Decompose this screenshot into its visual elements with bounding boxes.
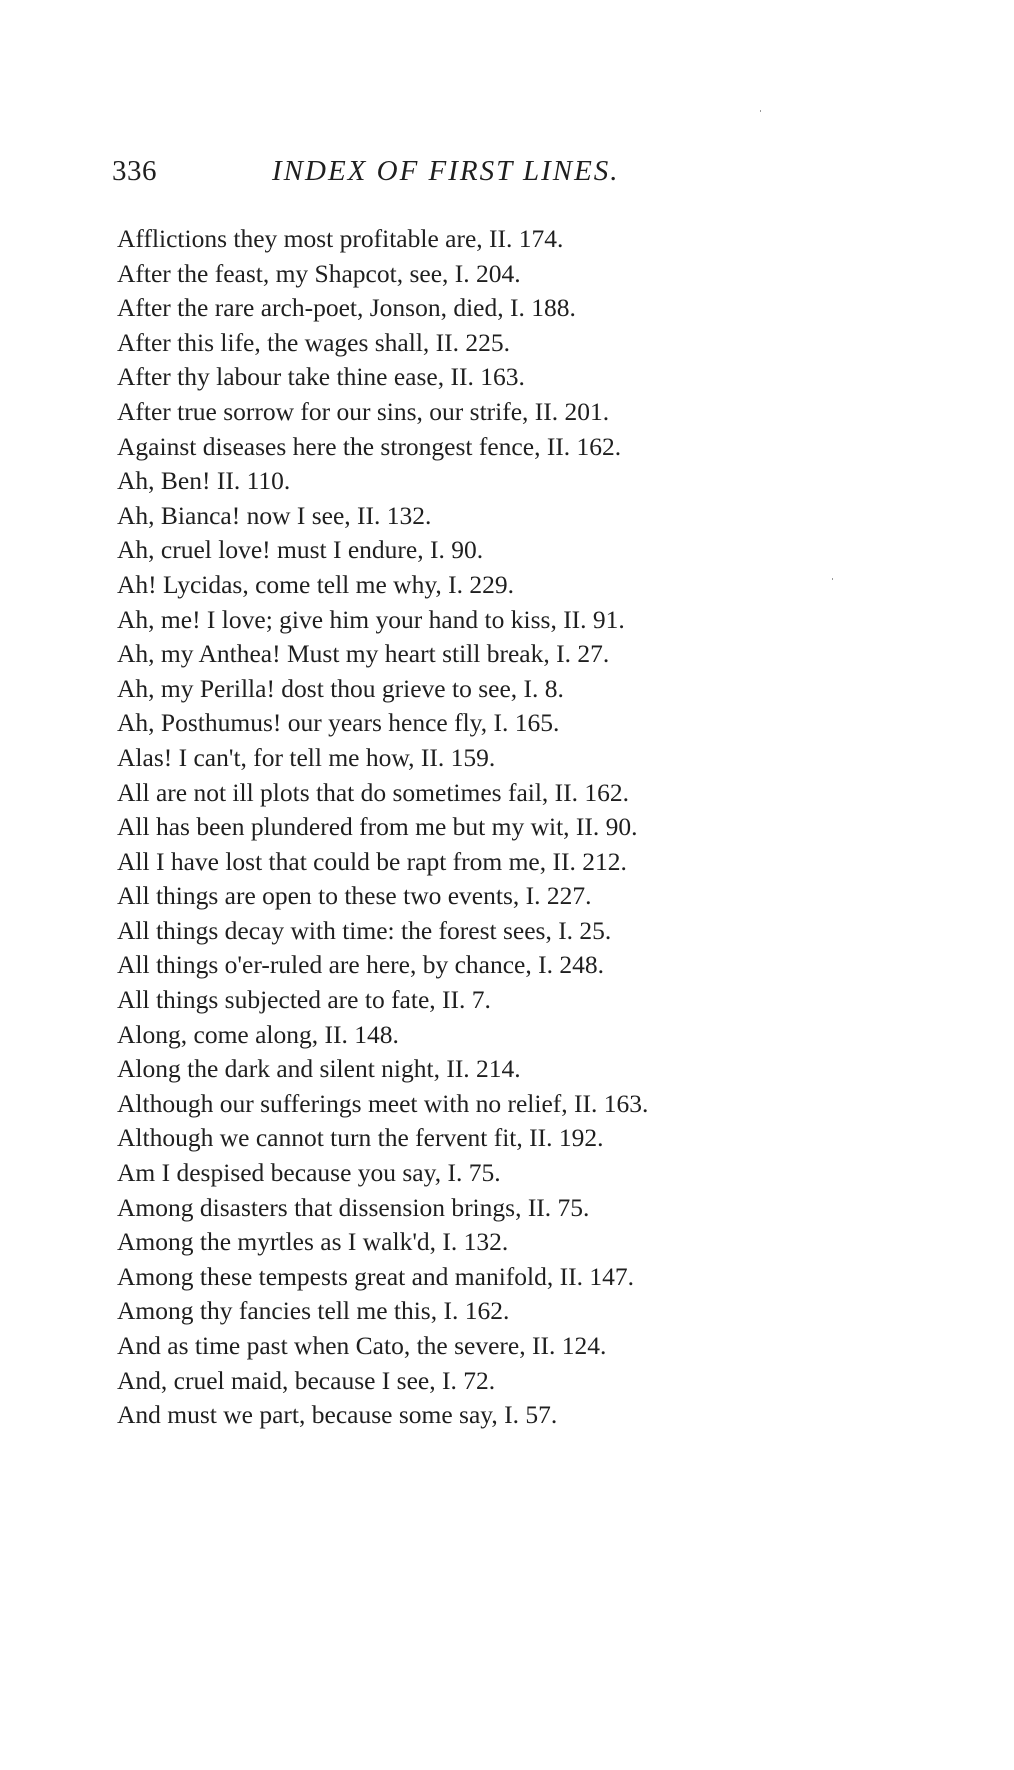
index-entry: Ah, my Perilla! dost thou grieve to see, I. 8. [117, 673, 564, 703]
index-entry: Ah! Lycidas, come tell me why, I. 229. [117, 569, 515, 599]
page-header [112, 155, 712, 199]
index-entry: Ah, cruel love! must I endure, I. 90. [117, 535, 484, 565]
scan-speck [760, 110, 761, 112]
index-entries-list [117, 222, 897, 1433]
index-entry: After true sorrow for our sins, our strife, II. 201. [117, 396, 610, 426]
index-entry: Ah, Ben! II. 110. [117, 466, 291, 496]
index-entry: All has been plundered from me but my wit, II. 90. [117, 812, 638, 842]
index-entry: And, cruel maid, because I see, I. 72. [117, 1365, 496, 1395]
index-entry: Although we cannot turn the fervent fit, II. 192. [117, 1123, 604, 1153]
index-entry: Although our sufferings meet with no relief, II. 163. [117, 1088, 649, 1118]
index-entry: And must we part, because some say, I. 57. [117, 1400, 558, 1430]
index-entry: All things o'er-ruled are here, by chance, I. 248. [117, 950, 604, 980]
index-entry: Along the dark and silent night, II. 214. [117, 1054, 521, 1084]
index-entry: After the rare arch-poet, Jonson, died, I. 188. [117, 293, 576, 323]
page-number: 336 [112, 155, 157, 187]
index-entry: After thy labour take thine ease, II. 163. [117, 362, 525, 392]
index-entry: Afflictions they most profitable are, II. 174. [117, 224, 564, 253]
index-entry: After the feast, my Shapcot, see, I. 204. [117, 258, 521, 288]
index-entry: And as time past when Cato, the severe, II. 124. [117, 1331, 607, 1360]
index-entry: All things decay with time: the forest sees, I. 25. [117, 915, 612, 945]
index-entry: Alas! I can't, for tell me how, II. 159. [117, 742, 496, 772]
index-entry: Along, come along, II. 148. [117, 1019, 399, 1049]
index-entry: Among these tempests great and manifold, II. 147. [117, 1261, 634, 1291]
index-entry: Among disasters that dissension brings, II. 75. [117, 1192, 590, 1222]
index-entry: Ah, me! I love; give him your hand to kiss, II. 91. [117, 604, 625, 634]
index-entry: Ah, my Anthea! Must my heart still break, I. 27. [117, 639, 610, 669]
index-entry: All things subjected are to fate, II. 7. [117, 985, 491, 1015]
index-entry: Am I despised because you say, I. 75. [117, 1158, 501, 1188]
index-entry: All are not ill plots that do sometimes fail, II. 162. [117, 777, 630, 807]
index-entry: All I have lost that could be rapt from me, II. 212. [117, 846, 627, 876]
index-entry: After this life, the wages shall, II. 225. [117, 327, 511, 357]
index-entry: Among thy fancies tell me this, I. 162. [117, 1296, 510, 1326]
scan-speck [832, 578, 833, 580]
index-entry: Ah, Posthumus! our years hence fly, I. 165. [117, 708, 560, 738]
index-entry: Ah, Bianca! now I see, II. 132. [117, 500, 432, 530]
index-entry: Among the myrtles as I walk'd, I. 132. [117, 1227, 509, 1257]
index-entry: All things are open to these two events, I. 227. [117, 881, 592, 911]
index-entry: Against diseases here the strongest fence, II. 162. [117, 431, 622, 461]
running-head: INDEX OF FIRST LINES. [272, 155, 620, 187]
